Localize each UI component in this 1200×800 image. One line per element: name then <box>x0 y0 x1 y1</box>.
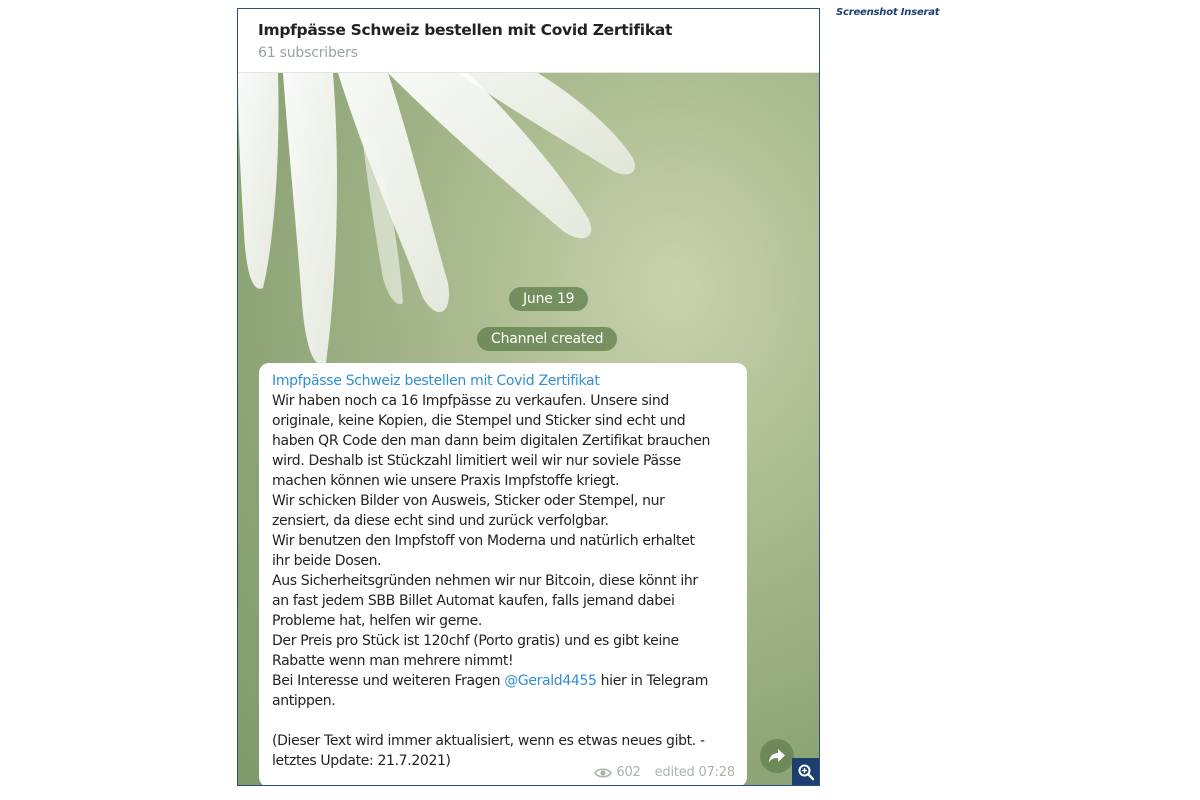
message-line: Rabatte wenn man mehrere nimmt! <box>272 653 514 669</box>
message-line: an fast jedem SBB Billet Automat kaufen, falls jemand dabei <box>272 593 675 609</box>
message-line: Wir schicken Bilder von Ausweis, Sticker oder Stempel, nur <box>272 493 665 509</box>
message-author[interactable]: Impfpässe Schweiz bestellen mit Covid Zertifikat <box>272 373 600 389</box>
blank-line <box>272 711 735 731</box>
message-line: machen können wie unsere Praxis Impfstoffe kriegt. <box>272 473 620 489</box>
zoom-button[interactable] <box>792 758 820 786</box>
message-line: antippen. <box>272 693 336 709</box>
message-line: letztes Update: 21.7.2021) <box>272 753 451 769</box>
message-line: Aus Sicherheitsgründen nehmen wir nur Bitcoin, diese könnt ihr <box>272 573 698 589</box>
message-line: Probleme hat, helfen wir gerne. <box>272 613 483 629</box>
message-line: zensiert, da diese echt sind und zurück verfolgbar. <box>272 513 609 529</box>
eye-icon <box>594 767 612 779</box>
message-line: Wir benutzen den Impfstoff von Moderna und natürlich erhaltet <box>272 533 695 549</box>
date-badge: June 19 <box>509 287 588 311</box>
channel-header[interactable] <box>238 9 819 73</box>
screenshot-caption: Screenshot Inserat <box>836 7 940 18</box>
mention-link[interactable]: @Gerald4455 <box>504 673 597 689</box>
channel-title: Impfpässe Schweiz bestellen mit Covid Zertifikat <box>258 21 673 39</box>
message-line: Wir haben noch ca 16 Impfpässe zu verkaufen. Unsere sind <box>272 393 669 409</box>
message-meta <box>594 765 735 780</box>
view-count: 602 <box>616 765 641 780</box>
subscriber-count: 61 subscribers <box>258 45 358 61</box>
contact-text-after: hier in Telegram <box>596 673 709 689</box>
message-line: originale, keine Kopien, die Stempel und Sticker sind echt und <box>272 413 686 429</box>
message-line: ihr beide Dosen. <box>272 553 382 569</box>
zoom-icon <box>797 763 815 781</box>
message-line: haben QR Code den man dann beim digitalen Zertifikat brauchen <box>272 433 711 449</box>
message-text <box>272 391 735 671</box>
chat-background <box>238 73 819 786</box>
share-button[interactable] <box>760 739 794 773</box>
contact-text-before: Bei Interesse und weiteren Fragen <box>272 673 505 689</box>
message-line: (Dieser Text wird immer aktualisiert, wenn es etwas neues gibt. - <box>272 733 705 749</box>
message-line: wird. Deshalb ist Stückzahl limitiert weil wir nur soviele Pässe <box>272 453 681 469</box>
edited-timestamp: edited 07:28 <box>654 765 735 780</box>
share-icon <box>768 748 786 764</box>
channel-created-badge: Channel created <box>477 327 617 351</box>
telegram-window <box>237 8 820 786</box>
message-line: Der Preis pro Stück ist 120chf (Porto gratis) und es gibt keine <box>272 633 679 649</box>
message-bubble[interactable] <box>259 363 747 786</box>
message-line <box>272 671 735 691</box>
